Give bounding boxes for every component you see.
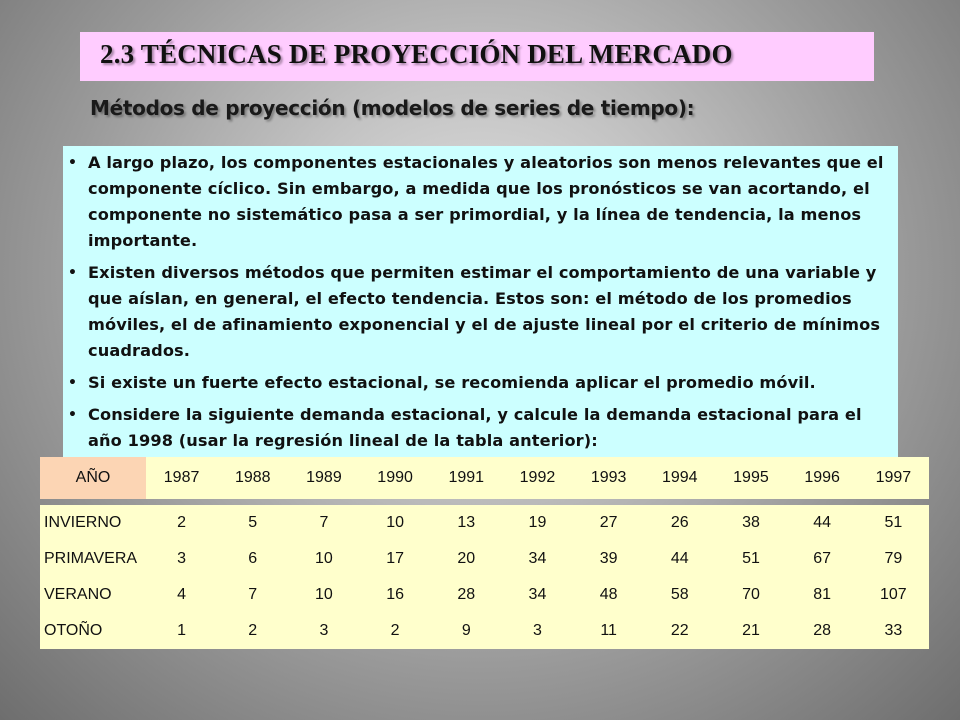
year-header: 1993 [573,457,644,499]
table-cell: 70 [715,577,786,613]
table-cell: 2 [360,613,431,649]
year-header: 1990 [360,457,431,499]
table-row [40,613,929,649]
table-cell: 26 [644,505,715,541]
table-cell: 13 [431,505,502,541]
table-cell: 3 [502,613,573,649]
bullet-icon: • [68,155,78,171]
year-header: 1987 [146,457,217,499]
table-cell: 33 [858,613,929,649]
bullet-text: A largo plazo, los componentes estacionales y aleatorios son menos relevantes que el componente cíclico. Sin embargo, a medida que los pronósticos se van acortando, el componente no sistemático pasa a ser primordial, y la línea de tendencia, la menos importante. [88,153,884,250]
table-cell: 6 [217,541,288,577]
year-header: 1995 [715,457,786,499]
table-cell: 107 [858,577,929,613]
bullet-list [63,150,898,460]
table-cell: 7 [288,505,359,541]
table-cell: 2 [217,613,288,649]
table-cell: 28 [431,577,502,613]
season-label: VERANO [40,577,146,613]
bullet-text: Existen diversos métodos que permiten estimar el comportamiento de una variable y que aíslan, en general, el efecto tendencia. Estos son: el método de los promedios móviles, el de afinamiento exponencial y el de ajuste lineal por el criterio de mínimos cuadrados. [88,263,881,360]
table-cell: 39 [573,541,644,577]
season-label: INVIERNO [40,505,146,541]
bullet-icon: • [68,407,78,423]
table-cell: 4 [146,577,217,613]
table-cell: 17 [360,541,431,577]
season-label: OTOÑO [40,613,146,649]
table-cell: 11 [573,613,644,649]
bullet-item [63,150,898,254]
bullet-text: Si existe un fuerte efecto estacional, se recomienda aplicar el promedio móvil. [88,373,816,392]
table-cell: 2 [146,505,217,541]
table-cell: 51 [858,505,929,541]
year-header: 1992 [502,457,573,499]
table-cell: 58 [644,577,715,613]
table-cell: 19 [502,505,573,541]
year-header: 1991 [431,457,502,499]
table-header-row [40,457,929,499]
year-header: 1996 [787,457,858,499]
table-cell: 10 [288,541,359,577]
table-cell: 5 [217,505,288,541]
table-cell: 44 [644,541,715,577]
table-cell: 38 [715,505,786,541]
bullet-icon: • [68,265,78,281]
season-label: PRIMAVERA [40,541,146,577]
table-cell: 48 [573,577,644,613]
table-cell: 51 [715,541,786,577]
table-cell: 28 [787,613,858,649]
table-cell: 34 [502,541,573,577]
table-cell: 16 [360,577,431,613]
table-cell: 79 [858,541,929,577]
table-cell: 67 [787,541,858,577]
bullet-item [63,402,898,454]
title-box [80,32,874,81]
table-cell: 27 [573,505,644,541]
table-cell: 7 [217,577,288,613]
year-header: 1994 [644,457,715,499]
year-header: 1997 [858,457,929,499]
table-cell: 34 [502,577,573,613]
slide-title: 2.3 TÉCNICAS DE PROYECCIÓN DEL MERCADO [100,39,733,69]
bullet-item [63,260,898,364]
table-cell: 1 [146,613,217,649]
table-cell: 22 [644,613,715,649]
year-header-label: AÑO [40,457,146,499]
content-box [63,146,898,458]
table-row [40,505,929,541]
year-header: 1989 [288,457,359,499]
table-cell: 81 [787,577,858,613]
demand-table-wrap [40,457,929,649]
table-cell: 21 [715,613,786,649]
year-header: 1988 [217,457,288,499]
table-row [40,541,929,577]
seasonal-demand-table [40,457,929,649]
bullet-text: Considere la siguiente demanda estacional, y calcule la demanda estacional para el año 1998 (usar la regresión lineal de la tabla anterior): [88,405,862,450]
table-cell: 3 [288,613,359,649]
table-cell: 10 [288,577,359,613]
table-cell: 10 [360,505,431,541]
table-cell: 3 [146,541,217,577]
bullet-item [63,370,898,396]
bullet-icon: • [68,375,78,391]
slide-subtitle: Métodos de proyección (modelos de series de tiempo): [90,96,695,120]
table-cell: 9 [431,613,502,649]
table-row [40,577,929,613]
table-cell: 20 [431,541,502,577]
table-cell: 44 [787,505,858,541]
